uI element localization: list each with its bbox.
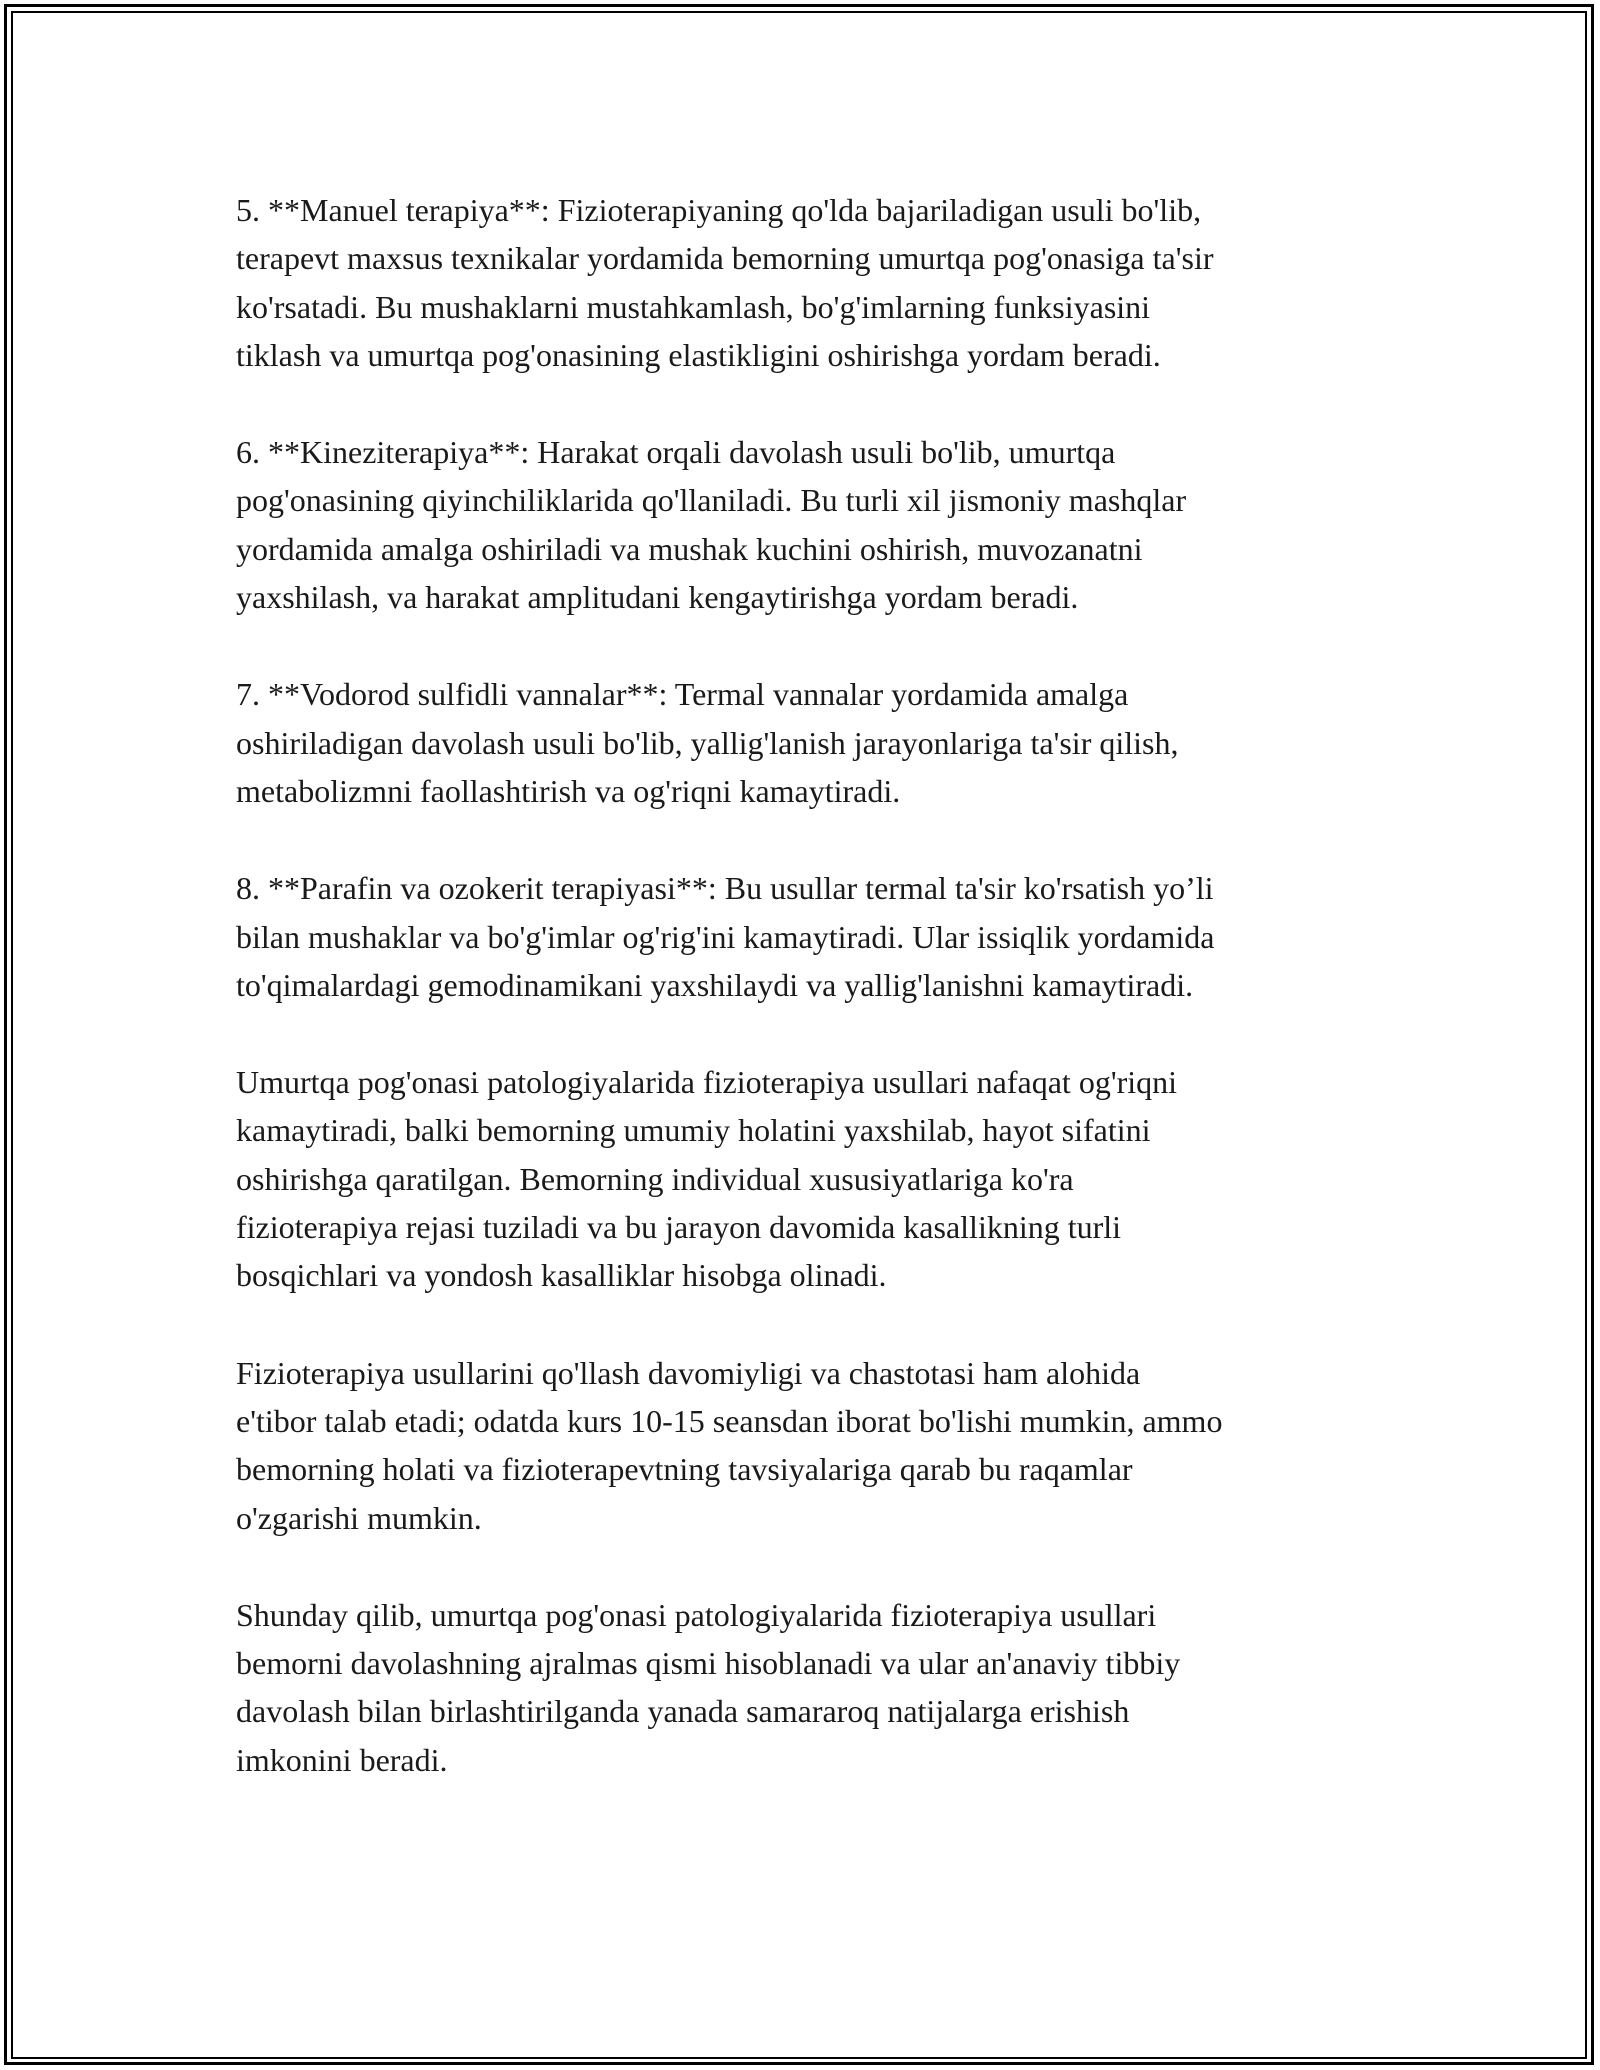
document-body [236,186,1386,1833]
paragraph-davomiylik: Fizioterapiya usullarini qo'llash davomiyligi va chastotasi ham alohida e'tibor talab etadi; odatda kurs 10-15 seansdan iborat bo'lishi mumkin, ammo bemorning holati va fizioterapevtning tavsiyalariga qarab bu raqamlar o'zgarishi mumkin. [236,1354,1223,1536]
paragraph-kineziterapiya: 6. **Kineziterapiya**: Harakat orqali davolash usuli bo'lib, umurtqa pog'onasining qiyinchiliklarida qo'llaniladi. Bu turli xil jismoniy mashqlar yordamida amalga oshiriladi va mushak kuchini oshirish, muvozanatni yaxshilash, va harakat amplitudani kengaytirishga yordam beradi. [236,434,1187,616]
paragraph-vodorod-sulfidli-vannalar: 7. **Vodorod sulfidli vannalar**: Termal vannalar yordamida amalga oshiriladigan davolash usuli bo'lib, yallig'lanish jarayonlariga ta'sir qilish, metabolizmni faollashtirish va og'riqni kamaytiradi. [236,676,1179,809]
paragraph-manuel-terapiya: 5. **Manuel terapiya**: Fizioterapiyaning qo'lda bajariladigan usuli bo'lib, terapevt maxsus texnikalar yordamida bemorning umurtqa pog'onasiga ta'sir ko'rsatadi. Bu mushaklarni mustahkamlash, bo'g'imlarning funksiyasini tiklash va umurtqa pog'onasining elastikligini oshirishga yordam beradi. [236,192,1214,373]
paragraph-parafin-ozokerit: 8. **Parafin va ozokerit terapiyasi**: Bu usullar termal ta'sir ko'rsatish yo’li bilan mushaklar va bo'g'imlar og'rig'ini kamaytiradi. Ular issiqlik yordamida to'qimalardagi gemodinamikani yaxshilaydi va yallig'lanishni kamaytiradi. [236,870,1215,1003]
paragraph-conclusion: Shunday qilib, umurtqa pog'onasi patologiyalarida fizioterapiya usullari bemorni davolashning ajralmas qismi hisoblanadi va ular an'anaviy tibbiy davolash bilan birlashtirilganda yanada samararoq natijalarga erishish imkonini beradi. [236,1596,1181,1778]
paragraph-patologiyalar-summary: Umurtqa pog'onasi patologiyalarida fizioterapiya usullari nafaqat og'riqni kamaytiradi, balki bemorning umumiy holatini yaxshilab, hayot sifatini oshirishga qaratilgan. Bemorning individual xususiyatlariga ko'ra fizioterapiya rejasi tuziladi va bu jarayon davomida kasallikning turli bosqichlari va yondosh kasalliklar hisobga olinadi. [236,1064,1178,1294]
